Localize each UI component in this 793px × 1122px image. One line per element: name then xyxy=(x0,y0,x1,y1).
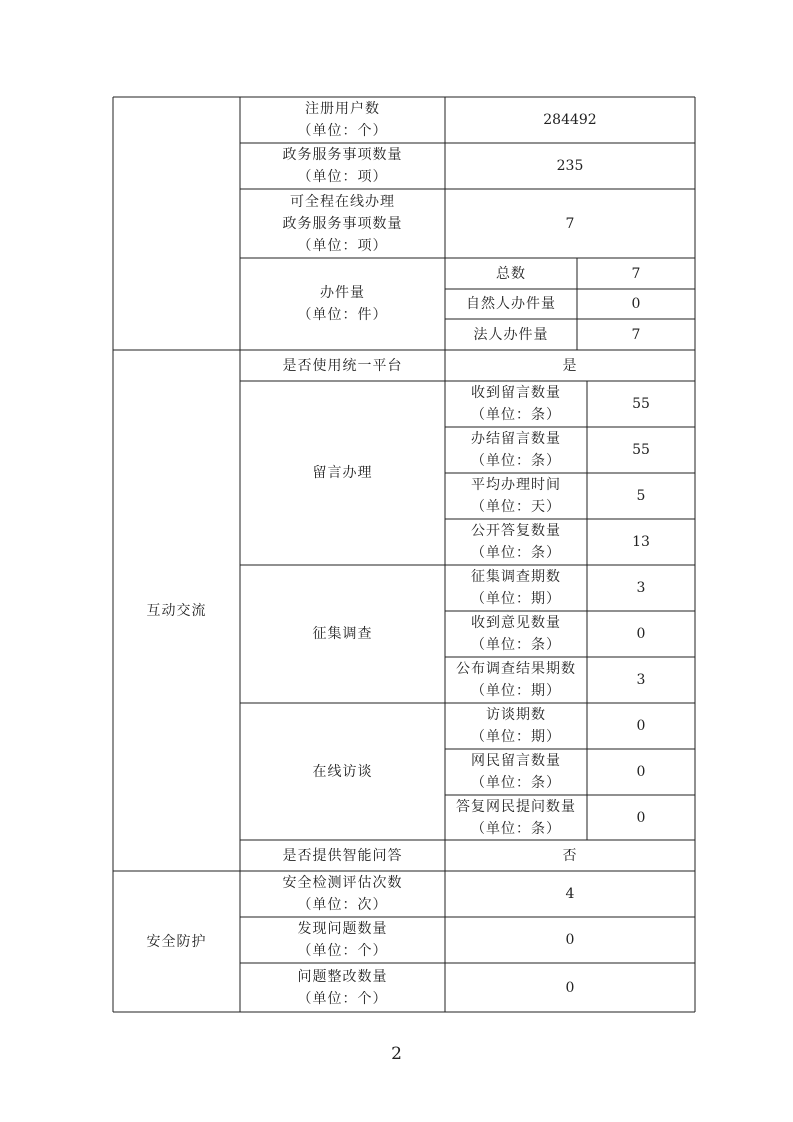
value-service-items: 235 xyxy=(556,158,584,174)
value-interview-periods: 0 xyxy=(636,718,646,734)
value-public-replies: 13 xyxy=(632,534,650,550)
value-survey-periods: 3 xyxy=(636,580,646,596)
section-interaction: 互动交流 xyxy=(146,602,207,619)
label-opinions-received: 收到意见数量 （单位：条） xyxy=(471,615,561,653)
label-handled-natural-person: 自然人办件量 xyxy=(466,296,556,312)
value-online-service-items: 7 xyxy=(565,215,575,232)
section-security: 安全防护 xyxy=(146,933,207,950)
page-number: 2 xyxy=(391,1044,402,1064)
label-interview-periods: 访谈期数 （单位：期） xyxy=(471,707,561,745)
label-service-items: 政务服务事项数量 （单位：项） xyxy=(282,147,403,185)
label-message-handling: 留言办理 xyxy=(312,465,373,481)
label-questions-answered: 答复网民提问数量 （单位：条） xyxy=(456,798,576,837)
value-issues-found: 0 xyxy=(565,932,575,948)
label-handled-legal-person: 法人办件量 xyxy=(473,326,549,343)
label-netizen-messages: 网民留言数量 （单位：条） xyxy=(471,753,561,791)
label-handled-total: 总数 xyxy=(496,265,526,282)
value-netizen-messages: 0 xyxy=(636,764,646,780)
label-issues-fixed: 问题整改数量 （单位：个） xyxy=(297,968,388,1007)
label-published-results: 公布调查结果期数 （单位：期） xyxy=(456,661,576,699)
value-questions-answered: 0 xyxy=(636,809,646,826)
label-messages-closed: 办结留言数量 （单位：条） xyxy=(471,431,561,469)
value-handled-total: 7 xyxy=(631,265,641,282)
value-messages-closed: 55 xyxy=(632,442,650,458)
value-unified-platform: 是 xyxy=(562,357,578,374)
value-registered-users: 284492 xyxy=(543,112,597,128)
label-messages-received: 收到留言数量 （单位：条） xyxy=(471,385,561,423)
label-smart-qa: 是否提供智能问答 xyxy=(282,847,403,864)
value-security-checks: 4 xyxy=(565,886,575,902)
label-survey-periods: 征集调查期数 （单位：期） xyxy=(471,569,561,607)
label-survey: 征集调查 xyxy=(312,626,373,642)
label-handled-cases: 办件量 （单位：件） xyxy=(297,285,388,323)
label-online-service-items: 可全程在线办理 政务服务事项数量 （单位：项） xyxy=(282,193,403,254)
value-published-results: 3 xyxy=(636,672,646,688)
value-smart-qa: 否 xyxy=(562,847,578,864)
label-online-interview: 在线访谈 xyxy=(312,763,373,780)
value-messages-received: 55 xyxy=(632,396,650,412)
value-average-handling-time: 5 xyxy=(636,488,646,504)
label-issues-found: 发现问题数量 （单位：个） xyxy=(297,921,388,959)
value-issues-fixed: 0 xyxy=(565,979,575,996)
label-registered-users: 注册用户数 （单位：个） xyxy=(297,101,388,139)
label-public-replies: 公开答复数量 （单位：条） xyxy=(471,523,561,561)
value-opinions-received: 0 xyxy=(636,626,646,642)
label-unified-platform: 是否使用统一平台 xyxy=(282,357,403,374)
value-handled-legal-person: 7 xyxy=(631,326,641,343)
label-security-checks: 安全检测评估次数 （单位：次） xyxy=(282,875,403,913)
value-handled-natural-person: 0 xyxy=(631,296,641,312)
label-average-handling-time: 平均办理时间 （单位：天） xyxy=(471,477,561,515)
